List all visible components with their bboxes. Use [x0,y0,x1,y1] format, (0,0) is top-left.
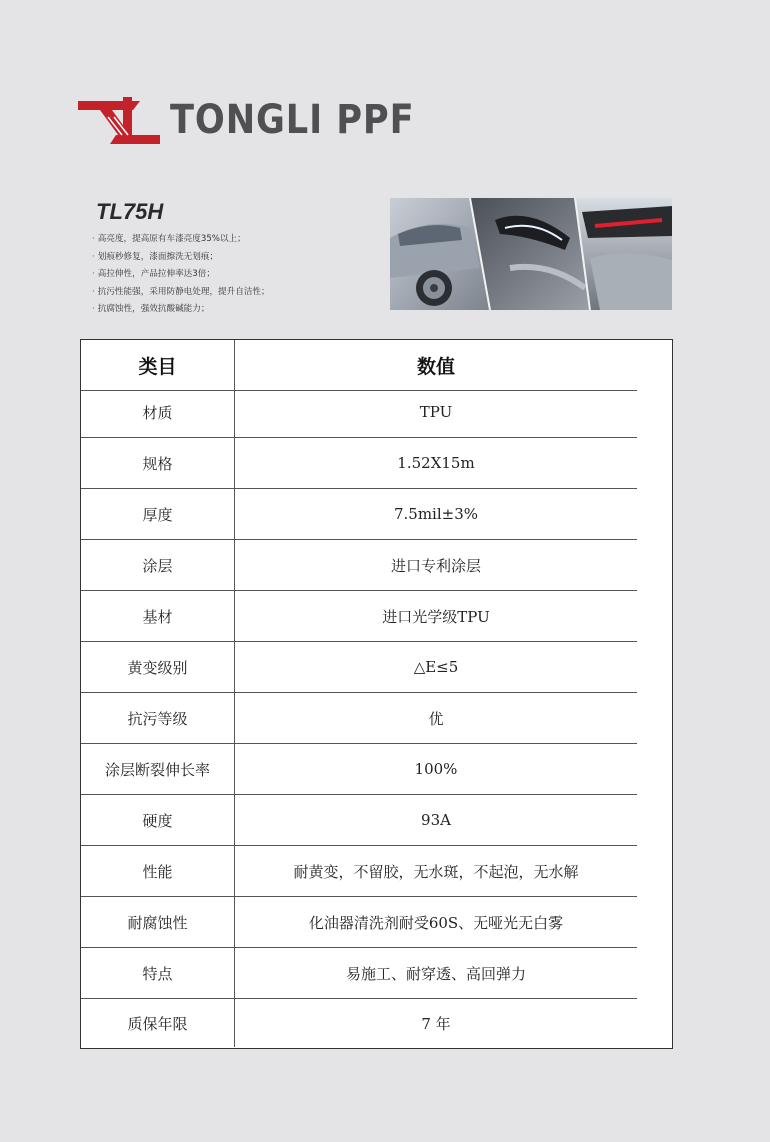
header-value: 数值 [416,355,455,378]
row-value: 易施工、耐穿透、高回弹力 [345,964,526,983]
row-value: 1.52X15m [397,454,475,472]
brand-name: TONGLI PPF [170,97,415,143]
row-value: 100% [414,760,458,778]
table-row [81,489,637,540]
row-label: 材质 [142,403,173,422]
row-value: 7 年 [421,1014,451,1033]
table-row [81,795,637,846]
table-row [81,999,637,1047]
row-label: 耐腐蚀性 [127,913,188,932]
row-label: 厚度 [142,505,173,524]
row-label: 涂层 [142,556,173,575]
row-value: △E≤5 [413,658,459,676]
tl-logo-mark-icon [78,95,164,149]
row-value: 93A [421,811,451,829]
row-label: 黄变级别 [127,658,188,677]
table-row [81,948,637,999]
row-value: 优 [428,709,444,728]
row-value: 进口专利涂层 [390,556,481,575]
row-label: 基材 [142,607,173,626]
row-value: 化油器清洗剂耐受60S、无哑光无白雾 [308,913,564,932]
row-label: 硬度 [142,811,173,830]
model-title: TL75H [96,199,164,224]
row-label: 性能 [142,862,173,881]
feature-item: · 划痕秒修复，漆面擦洗无划痕； [92,251,219,262]
row-value: 7.5mil±3% [393,505,479,523]
feature-item: · 抗污性能强，采用防静电处理，提升自洁性； [92,286,270,297]
row-label: 规格 [142,454,173,473]
table-row [81,744,637,795]
table-header-row [81,340,637,391]
row-label: 特点 [142,964,173,983]
feature-item: · 高亮度，提高原有车漆亮度35%以上； [92,234,246,244]
feature-item: · 高拉伸性，产品拉伸率达3倍； [92,269,215,280]
brand-logo [78,95,415,149]
table-row [81,897,637,948]
row-label: 质保年限 [127,1014,188,1033]
row-label: 抗污等级 [127,709,188,728]
row-value: 进口光学级TPU [382,607,490,626]
car-image [390,198,672,310]
header-category: 类目 [138,355,177,378]
table-row [81,540,637,591]
table-row [81,438,637,489]
feature-item: · 抗腐蚀性，强效抗酸碱能力； [92,304,210,315]
spec-table [80,339,673,1049]
table-row [81,846,637,897]
car-photo-collage [390,198,672,310]
feature-list [92,231,270,319]
row-value: TPU [419,403,453,421]
table-row [81,387,637,438]
table-row [81,693,637,744]
row-value: 耐黄变，不留胶，无水斑，不起泡，无水解 [293,862,579,881]
table-row [81,642,637,693]
row-label: 涂层断裂伸长率 [104,760,210,779]
table-row [81,591,637,642]
